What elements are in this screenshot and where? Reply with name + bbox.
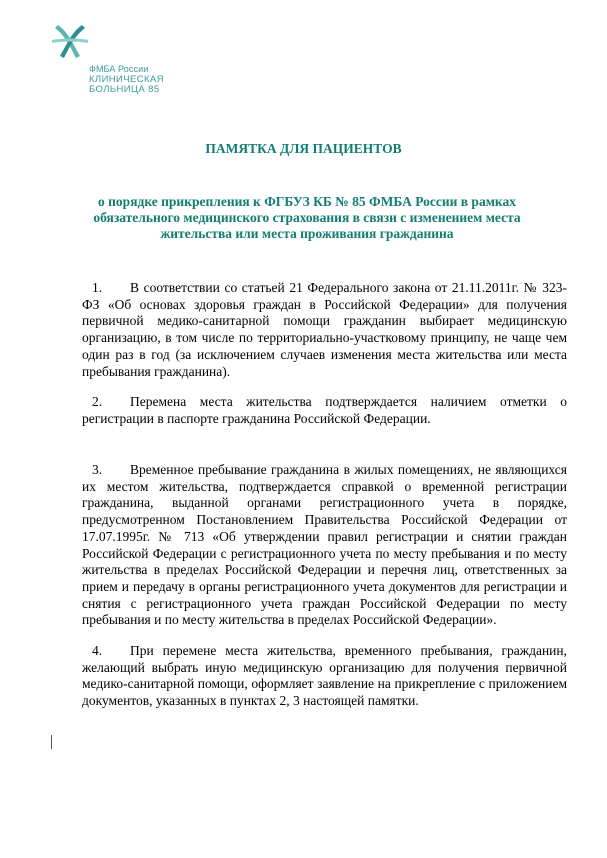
list-item-2 [82,394,567,427]
page-subtitle: о порядке прикрепления к ФГБУЗ КБ № 85 ФМБА России в рамках обязательного медицинского страхования в связи с изменением места жительства или места проживания гражданина [93,194,521,241]
fmba-clinic-logo-icon [52,22,88,60]
item-text: При перемене места жительства, временного пребывания, гражданин, желающий выбрать иную медицинскую организацию для получения первичной медико-санитарной помощи, оформляет заявление на прикрепление с приложением документов, указанных в пунктах 2, 3 настоящей памятки. [82,643,567,709]
list-item-4 [82,643,567,710]
text-cursor [51,735,52,749]
item-number: 2. [92,394,103,409]
item-text: В соответствии со статьей 21 Федерального закона от 21.11.2011г. № 323-ФЗ «Об основах здоровья граждан в Российской Федерации» для получения первичной медико-санитарной помощи гражданин выбирает медицинскую организацию, в том числе по территориально-участковому принципу, не чаще чем один раз в год (за исключением случаев изменения места жительства или места пребывания гражданина). [82,280,567,379]
list-item-3 [82,462,567,629]
list-item-1 [82,280,567,380]
page-title: ПАМЯТКА ДЛЯ ПАЦИЕНТОВ [205,141,402,156]
logo-line-1: ФМБА России [89,64,149,74]
item-number: 1. [92,280,103,295]
clinic-logo [52,22,192,100]
logo-line-2: КЛИНИЧЕСКАЯ [89,73,164,85]
logo-caption [89,64,164,96]
item-text: Перемена места жительства подтверждается наличием отметки о регистрации в паспорте гражданина Российской Федерации. [82,394,567,426]
logo-line-3: БОЛЬНИЦА 85 [89,84,160,95]
item-number: 3. [92,462,103,477]
item-number: 4. [92,643,103,658]
item-text: Временное пребывание гражданина в жилых помещениях, не являющихся их местом жительства, подтверждается справкой о временной регистрации гражданина, выданной органами регистрационного учета в порядке, предусмотренном Постановлением Правительства Российской Федерации от 17.07.1995г. № 713 «Об утверждении правил регистрации и снятии граждан Российской Федерации с регистрационного учета по месту пребывания и по месту жительства в пределах Российской Федерации и перечня лиц, ответственных за прием и передачу в органы регистрационного учета документов для регистрации и снятия с регистрационного учета граждан Российской Федерации по месту пребывания и по месту жительства в пределах Российской Федерации». [82,462,567,628]
